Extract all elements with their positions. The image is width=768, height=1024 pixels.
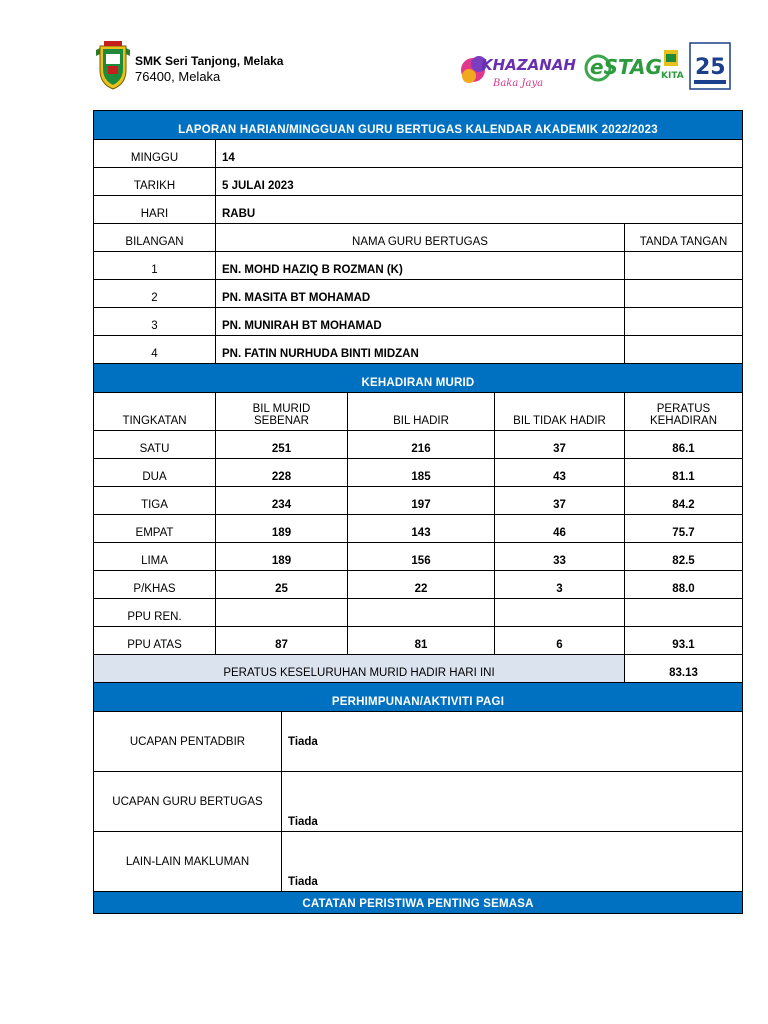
tarikh-row [94, 168, 743, 196]
report-title: LAPORAN HARIAN/MINGGUAN GURU BERTUGAS KALENDAR AKADEMIK 2022/2023 [94, 111, 743, 140]
svg-text:KHAZANAH: KHAZANAH [481, 56, 576, 74]
ucapan-guru-row [94, 772, 743, 832]
teacher-no: 3 [94, 308, 216, 336]
absent-count: 46 [495, 515, 625, 543]
duty-report-table [93, 110, 743, 914]
form-label: P/KHAS [94, 571, 216, 599]
report-title-row [94, 111, 743, 140]
present-count: 81 [348, 627, 495, 655]
present-count: 143 [348, 515, 495, 543]
attendance-pct: 81.1 [625, 459, 743, 487]
overall-label: PERATUS KESELURUHAN MURID HADIR HARI INI [94, 655, 625, 683]
signature-cell [625, 336, 743, 364]
attendance-pct: 82.5 [625, 543, 743, 571]
teacher-name: EN. MOHD HAZIQ B ROZMAN (K) [216, 252, 625, 280]
col-nama-guru: NAMA GURU BERTUGAS [216, 224, 625, 252]
signature-cell [625, 252, 743, 280]
tarikh-value: 5 JULAI 2023 [216, 168, 743, 196]
col-bil-hadir: BIL HADIR [348, 393, 495, 431]
lain-label: LAIN-LAIN MAKLUMAN [94, 832, 282, 892]
teacher-row [94, 336, 743, 364]
khazanah-logo [459, 48, 581, 92]
ucapan-pentadbir-value: Tiada [282, 712, 743, 772]
ucapan-guru-value: Tiada [282, 772, 743, 832]
hari-label: HARI [94, 196, 216, 224]
attendance-pct [625, 599, 743, 627]
letterhead [94, 40, 742, 92]
signature-cell [625, 308, 743, 336]
form-label: LIMA [94, 543, 216, 571]
attendance-pct: 88.0 [625, 571, 743, 599]
anniversary-25-logo [689, 42, 731, 90]
attendance-pct: 84.2 [625, 487, 743, 515]
overall-value: 83.13 [625, 655, 743, 683]
total-students: 189 [216, 515, 348, 543]
total-students: 189 [216, 543, 348, 571]
total-students: 87 [216, 627, 348, 655]
catatan-title-row [94, 892, 743, 914]
ucapan-pentadbir-label: UCAPAN PENTADBIR [94, 712, 282, 772]
form-label: DUA [94, 459, 216, 487]
col-peratus-line1: PERATUS [656, 403, 711, 415]
attendance-row [94, 515, 743, 543]
absent-count [495, 599, 625, 627]
attendance-header-row [94, 393, 743, 431]
signature-cell [625, 280, 743, 308]
col-bil-murid-line2: SEBENAR [254, 415, 309, 427]
col-bil-murid-line1: BIL MURID [252, 403, 311, 415]
form-label: SATU [94, 431, 216, 459]
attendance-title-row [94, 364, 743, 393]
school-address: 76400, Melaka [135, 69, 221, 84]
catatan-title: CATATAN PERISTIWA PENTING SEMASA [94, 892, 743, 914]
present-count: 185 [348, 459, 495, 487]
attendance-row [94, 487, 743, 515]
col-tanda-tangan: TANDA TANGAN [625, 224, 743, 252]
lain-value: Tiada [282, 832, 743, 892]
teacher-no: 2 [94, 280, 216, 308]
estag-kita-logo [584, 44, 684, 88]
col-bil-tidak-hadir: BIL TIDAK HADIR [495, 393, 625, 431]
teacher-name: PN. MASITA BT MOHAMAD [216, 280, 625, 308]
hari-row [94, 196, 743, 224]
form-label: PPU ATAS [94, 627, 216, 655]
svg-text:KITA: KITA [661, 71, 684, 81]
col-bilangan: BILANGAN [94, 224, 216, 252]
form-label: TIGA [94, 487, 216, 515]
present-count: 156 [348, 543, 495, 571]
teacher-row [94, 280, 743, 308]
total-students: 251 [216, 431, 348, 459]
total-students: 25 [216, 571, 348, 599]
svg-text:25: 25 [695, 55, 726, 80]
teacher-no: 1 [94, 252, 216, 280]
present-count [348, 599, 495, 627]
total-students: 234 [216, 487, 348, 515]
present-count: 22 [348, 571, 495, 599]
tarikh-label: TARIKH [94, 168, 216, 196]
teacher-name: PN. MUNIRAH BT MOHAMAD [216, 308, 625, 336]
ucapan-guru-label: UCAPAN GURU BERTUGAS [94, 772, 282, 832]
teacher-name: PN. FATIN NURHUDA BINTI MIDZAN [216, 336, 625, 364]
svg-text:Baka Jaya: Baka Jaya [493, 78, 544, 89]
school-name: SMK Seri Tanjong, Melaka [135, 54, 284, 68]
form-label: EMPAT [94, 515, 216, 543]
assembly-title: PERHIMPUNAN/AKTIVITI PAGI [94, 683, 743, 712]
col-peratus [625, 393, 743, 431]
minggu-value: 14 [216, 140, 743, 168]
minggu-label: MINGGU [94, 140, 216, 168]
absent-count: 6 [495, 627, 625, 655]
attendance-row [94, 543, 743, 571]
attendance-row [94, 571, 743, 599]
svg-text:eSTAG: eSTAG [590, 55, 662, 79]
present-count: 197 [348, 487, 495, 515]
total-students: 228 [216, 459, 348, 487]
absent-count: 37 [495, 487, 625, 515]
hari-value: RABU [216, 196, 743, 224]
teacher-row [94, 252, 743, 280]
overall-row [94, 655, 743, 683]
absent-count: 37 [495, 431, 625, 459]
teacher-row [94, 308, 743, 336]
absent-count: 3 [495, 571, 625, 599]
lain-row [94, 832, 743, 892]
attendance-pct: 93.1 [625, 627, 743, 655]
attendance-row [94, 627, 743, 655]
absent-count: 43 [495, 459, 625, 487]
col-bil-murid [216, 393, 348, 431]
attendance-pct: 86.1 [625, 431, 743, 459]
teacher-header-row [94, 224, 743, 252]
absent-count: 33 [495, 543, 625, 571]
attendance-pct: 75.7 [625, 515, 743, 543]
attendance-row [94, 459, 743, 487]
assembly-title-row [94, 683, 743, 712]
col-tingkatan: TINGKATAN [94, 393, 216, 431]
present-count: 216 [348, 431, 495, 459]
school-crest-logo [94, 40, 132, 90]
col-peratus-line2: KEHADIRAN [649, 415, 718, 427]
minggu-row [94, 140, 743, 168]
attendance-title: KEHADIRAN MURID [94, 364, 743, 393]
attendance-row [94, 599, 743, 627]
form-label: PPU REN. [94, 599, 216, 627]
total-students [216, 599, 348, 627]
teacher-no: 4 [94, 336, 216, 364]
ucapan-pentadbir-row [94, 712, 743, 772]
attendance-row [94, 431, 743, 459]
